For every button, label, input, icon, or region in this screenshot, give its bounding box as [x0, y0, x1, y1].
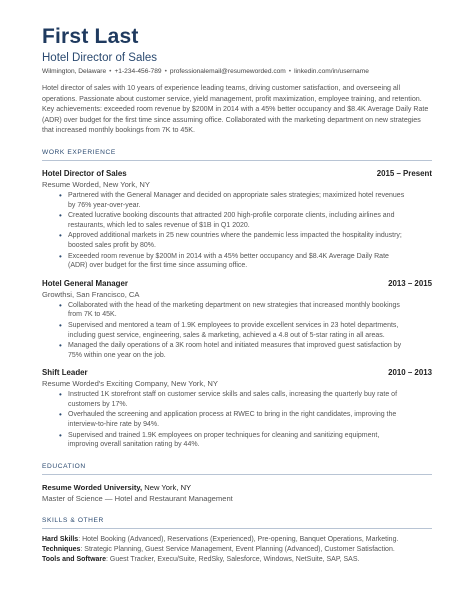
skill-label: Hard Skills — [42, 535, 79, 543]
candidate-name: First Last — [42, 25, 139, 48]
section-divider — [42, 474, 432, 475]
section-divider — [42, 528, 432, 529]
education-school-line — [42, 482, 432, 493]
job-bullet: • Collaborated with the head of the marketing department on new strategies that increased monthly bookings from 7K to 45K. — [68, 301, 432, 320]
skill-row — [42, 545, 432, 555]
job-bullet: • Instructed 1K storefront staff on customer service skills and sales calls, increasing the quarterly buy rate of customers by 17%. — [68, 390, 432, 409]
job-title: Shift Leader — [42, 368, 88, 378]
skill-row — [42, 555, 432, 565]
candidate-role: Hotel Director of Sales — [42, 52, 158, 64]
job-header — [42, 278, 432, 289]
skill-row — [42, 535, 432, 545]
job-entry — [42, 168, 432, 271]
job-bullet: • Supervised and trained 1.9K employees on proper techniques for cleaning and sanitizing equipment, improving overall sanitation rating by 44%. — [68, 431, 432, 450]
job-company: Resume Worded, New York, NY — [42, 179, 150, 189]
skill-value: : Guest Tracker, Execu/Suite, RedSky, Salesforce, Windows, NetSuite, SAP, SAS. — [106, 555, 360, 563]
job-bullet: • Overhauled the screening and application process at RWEC to bring in the right candidates, improving the interview-to-hire rate by 94%. — [68, 410, 432, 429]
job-dates: 2013 – 2015 — [388, 278, 432, 288]
job-bullets — [42, 390, 432, 450]
job-header — [42, 168, 432, 179]
job-company: Resume Worded's Exciting Company, New York, NY — [42, 379, 218, 389]
section-divider — [42, 160, 432, 161]
job-header — [42, 367, 432, 378]
job-title: Hotel Director of Sales — [42, 168, 127, 178]
contact-separator: • — [288, 68, 292, 75]
skill-label: Tools and Software — [42, 555, 107, 563]
resume-header — [42, 26, 432, 77]
work-experience-section — [42, 148, 432, 450]
section-title: WORK EXPERIENCE — [42, 148, 116, 156]
skill-value: : Hotel Booking (Advanced), Reservations (Experienced), Pre-opening, Banquet Operations, Marketing. — [78, 535, 399, 543]
job-bullet: • Managed the daily operations of a 3K room hotel and initiated measures that improved guest satisfaction by 75% within one year on the job. — [68, 341, 432, 360]
job-bullet: • Supervised and mentored a team of 1.9K employees to provide excellent services in 23 hotel departments, including guest service, engineering, sales & marketing, achieved a 4.8 out of 5-star rating in all areas. — [68, 321, 432, 340]
education-degree: Master of Science — Hotel and Restaurant Management — [42, 493, 233, 503]
job-title: Hotel General Manager — [42, 278, 128, 288]
job-entry — [42, 278, 432, 361]
skill-value: : Strategic Planning, Guest Service Management, Event Planning (Advanced), Customer Satisfaction. — [80, 545, 395, 553]
job-bullets — [42, 301, 432, 361]
education-entry — [42, 482, 432, 504]
skills-section — [42, 516, 432, 565]
section-title: SKILLS & OTHER — [42, 516, 104, 524]
contact-separator: • — [109, 68, 112, 75]
job-bullets — [42, 191, 432, 271]
education-location: New York, NY — [142, 482, 192, 492]
education-section — [42, 462, 432, 504]
job-bullet: • Exceeded room revenue by $200M in 2014 with a 45% better occupancy and $8.4K Average Daily Rate (ADR) over budget for the first time since assuming office. — [68, 252, 432, 271]
job-bullet: • Partnered with the General Manager and decided on appropriate sales strategies; maximized hotel revenues by 76% year-over-year. — [68, 191, 432, 210]
job-entry — [42, 367, 432, 450]
contact-line — [42, 67, 432, 77]
skills-list — [42, 535, 432, 565]
skill-label: Techniques — [42, 545, 81, 553]
summary-paragraph: Hotel director of sales with 10 years of experience leading teams, driving customer satisfaction, and overseeing all operations. Passionate about customer service, yield management, profit maximization, employee training, and retention. Key achievements: exceeded room revenue by $200M in 2014 with a 45% better occupancy and $8.4K Average Daily Rate (ADR) over budget for the first time since assuming office. Collaborated with the marketing department on new strategies that increased monthly bookings from 7K to 45K. — [42, 84, 429, 135]
contact-email[interactable]: professionalemail@resumeworded.com — [169, 68, 286, 75]
job-dates: 2010 – 2013 — [388, 368, 432, 378]
contact-phone: +1-234-456-789 — [114, 68, 162, 75]
job-dates: 2015 – Present — [376, 168, 432, 178]
job-company: Growthsi, San Francisco, CA — [42, 289, 140, 299]
section-title: EDUCATION — [42, 462, 86, 470]
education-school: Resume Worded University, — [42, 482, 143, 492]
contact-linkedin[interactable]: linkedin.com/in/username — [294, 68, 369, 75]
job-bullet: • Approved additional markets in 25 new countries where the pandemic less impacted the hospitality industry; boosted sales profit by 80%. — [68, 231, 432, 250]
job-bullet: • Created lucrative booking discounts that attracted 200 high-profile corporate clients, including airlines and restaurants, which led to sales revenue of $1B in Q1 2020. — [68, 211, 432, 230]
contact-location: Wilmington, Delaware — [42, 68, 107, 75]
contact-separator: • — [164, 68, 167, 75]
